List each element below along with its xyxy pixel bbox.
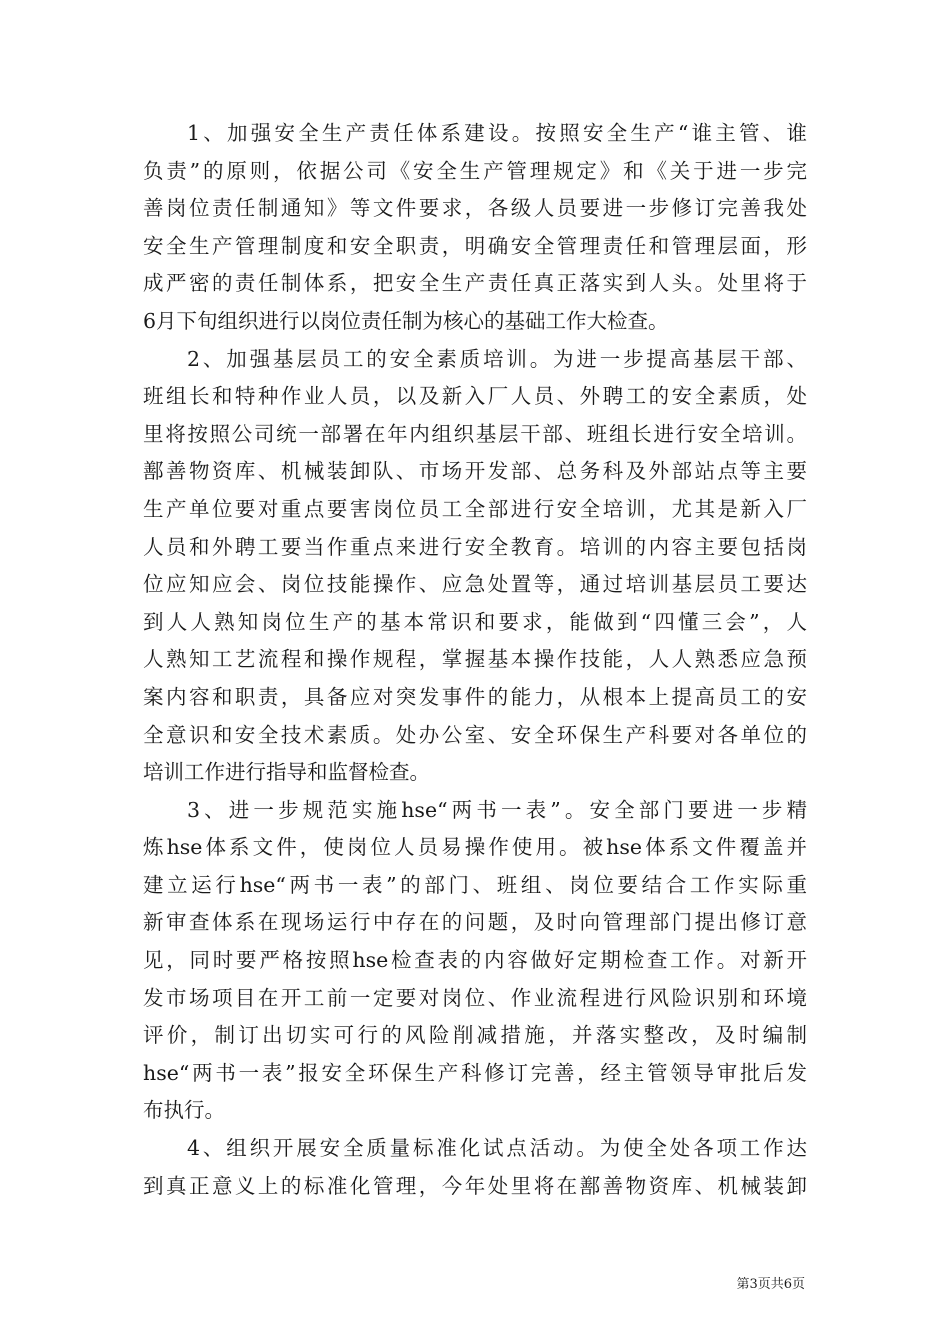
text-line: 负责”的原则，依据公司《安全生产管理规定》和《关于进一步完 — [143, 158, 807, 183]
text-line: 到人人熟知岗位生产的基本常识和要求，能做到“四懂三会”，人 — [143, 609, 807, 634]
text-line: 4、组织开展安全质量标准化试点活动。为使全处各项工作达 — [187, 1136, 807, 1161]
text-line: 2、加强基层员工的安全素质培训。为进一步提高基层干部、 — [187, 346, 807, 371]
text-line: 生产单位要对重点要害岗位员工全部进行安全培训，尤其是新入厂 — [143, 496, 807, 521]
text-line: 建立运行hse“两书一表”的部门、班组、岗位要结合工作实际重 — [143, 872, 807, 897]
paragraph — [143, 341, 807, 792]
text-line: 发市场项目在开工前一定要对岗位、作业流程进行风险识别和环境 — [143, 985, 807, 1010]
text-line: 布执行。 — [143, 1098, 225, 1123]
text-line: 位应知应会、岗位技能操作、应急处置等，通过培训基层员工要达 — [143, 572, 807, 597]
text-line: 全意识和安全技术素质。处办公室、安全环保生产科要对各单位的 — [143, 722, 807, 747]
text-line: 人熟知工艺流程和操作规程，掌握基本操作技能，人人熟悉应急预 — [143, 647, 807, 672]
text-line: 鄯善物资库、机械装卸队、市场开发部、总务科及外部站点等主要 — [143, 459, 807, 484]
text-line: 培训工作进行指导和监督检查。 — [143, 760, 430, 785]
text-line: 评价，制订出切实可行的风险削减措施，并落实整改，及时编制 — [143, 1023, 807, 1048]
text-line: hse“两书一表”报安全环保生产科修订完善，经主管领导审批后发 — [143, 1060, 807, 1085]
text-line: 见，同时要严格按照hse检查表的内容做好定期检查工作。对新开 — [143, 948, 807, 973]
text-line: 成严密的责任制体系，把安全生产责任真正落实到人头。处里将于 — [143, 271, 807, 296]
paragraph — [143, 792, 807, 1130]
text-line: 里将按照公司统一部署在年内组织基层干部、班组长进行安全培训。 — [143, 421, 807, 446]
text-line: 人员和外聘工要当作重点来进行安全教育。培训的内容主要包括岗 — [143, 534, 807, 559]
page-number: 第3页共6页 — [736, 1277, 805, 1292]
document-body — [143, 115, 807, 1205]
text-line: 新审查体系在现场运行中存在的问题，及时向管理部门提出修订意 — [143, 910, 807, 935]
text-line: 班组长和特种作业人员，以及新入厂人员、外聘工的安全素质，处 — [143, 384, 807, 409]
text-line: 善岗位责任制通知》等文件要求，各级人员要进一步修订完善我处 — [143, 196, 807, 221]
text-line: 到真正意义上的标准化管理，今年处里将在鄯善物资库、机械装卸 — [143, 1173, 807, 1198]
text-line: 1、加强安全生产责任体系建设。按照安全生产“谁主管、谁 — [187, 121, 807, 145]
text-line: 炼hse体系文件，使岗位人员易操作使用。被hse体系文件覆盖并 — [143, 835, 807, 860]
paragraph — [143, 115, 807, 341]
paragraph — [143, 1130, 807, 1205]
text-line: 安全生产管理制度和安全职责，明确安全管理责任和管理层面，形 — [143, 233, 807, 258]
text-line: 案内容和职责，具备应对突发事件的能力，从根本上提高员工的安 — [143, 684, 807, 709]
text-line: 3、进一步规范实施hse“两书一表”。安全部门要进一步精 — [187, 797, 807, 822]
text-line: 6月下旬组织进行以岗位责任制为核心的基础工作大检查。 — [143, 308, 669, 333]
